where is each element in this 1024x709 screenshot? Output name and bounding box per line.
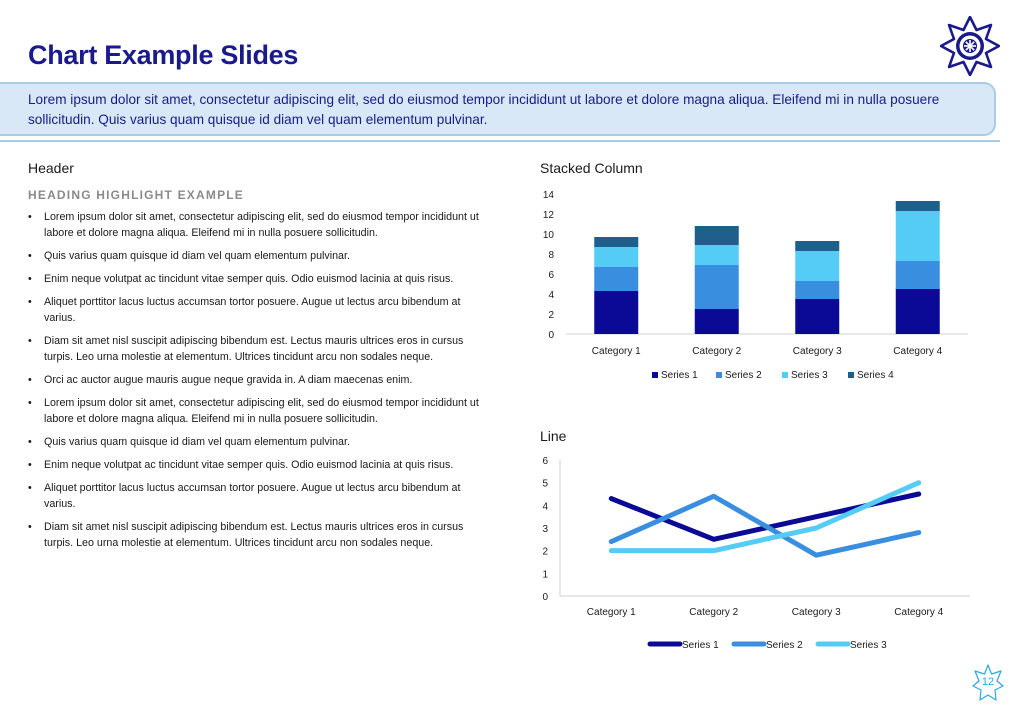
bar-segment <box>896 201 940 211</box>
bullet-item: • Aliquet porttitor lacus luctus accumsan tortor posuere. Augue ut lectus arcu bibendum at varius. <box>28 480 488 512</box>
legend-label: Series 3 <box>791 370 828 381</box>
y-tick-label: 4 <box>542 501 548 513</box>
bullet-item: • Diam sit amet nisl suscipit adipiscing bibendum est. Lectus mauris ultrices eros in cursus turpis. Leo urna molestie at elementum. Ultrices tincidunt arcu non sodales neque. <box>28 333 488 365</box>
heading-highlight: HEADING HIGHLIGHT EXAMPLE <box>28 188 245 202</box>
category-label: Category 3 <box>792 346 842 357</box>
bullet-item: • Quis varius quam quisque id diam vel quam elementum pulvinar. <box>28 434 488 450</box>
category-label: Category 2 <box>689 607 739 618</box>
bullet-item: • Enim neque volutpat ac tincidunt vitae semper quis. Odio euismod lacinia at quis risus. <box>28 271 488 287</box>
y-tick-label: 6 <box>542 456 548 467</box>
bar-segment <box>695 226 739 245</box>
bar-segment <box>594 237 638 247</box>
category-label: Category 4 <box>894 607 944 618</box>
bullet-item: • Lorem ipsum dolor sit amet, consectetur adipiscing elit, sed do eiusmod tempor incididunt ut labore et dolore magna aliqua. Eleifend mi in nulla posuere sollicitudin. <box>28 209 488 241</box>
line-chart <box>530 448 1000 658</box>
y-tick-label: 3 <box>542 524 548 535</box>
category-label: Category 1 <box>586 607 636 618</box>
bar-segment <box>896 289 940 334</box>
banner-underline <box>0 140 1000 142</box>
y-tick-label: 2 <box>548 310 554 321</box>
stacked-chart-title: Stacked Column <box>540 160 643 176</box>
star-emblem-icon <box>940 16 1000 76</box>
line-chart-title: Line <box>540 428 567 444</box>
bar-segment <box>795 241 839 251</box>
stacked-column-chart <box>530 180 1000 390</box>
legend-label: Series 3 <box>850 640 887 651</box>
legend-label: Series 2 <box>766 640 803 651</box>
bullet-item: • Aliquet porttitor lacus luctus accumsan tortor posuere. Augue ut lectus arcu bibendum at varius. <box>28 294 488 326</box>
bar-segment <box>594 267 638 291</box>
y-tick-label: 0 <box>542 592 548 603</box>
bullet-item: • Diam sit amet nisl suscipit adipiscing bibendum est. Lectus mauris ultrices eros in cursus turpis. Leo urna molestie at elementum. Ultrices tincidunt arcu non sodales neque. <box>28 519 488 551</box>
y-tick-label: 1 <box>542 569 548 581</box>
legend-label: Series 1 <box>661 370 698 381</box>
bar-segment <box>896 211 940 261</box>
bar-segment <box>594 247 638 267</box>
bar-segment <box>896 261 940 289</box>
bar-segment <box>795 251 839 281</box>
legend-swatch <box>848 372 854 378</box>
bar-segment <box>795 281 839 299</box>
y-tick-label: 10 <box>542 230 554 241</box>
left-column-header: Header <box>28 160 74 176</box>
y-tick-label: 12 <box>542 210 554 221</box>
bar-segment <box>795 299 839 334</box>
legend-label: Series 2 <box>725 370 762 381</box>
y-tick-label: 2 <box>542 546 548 558</box>
bullet-item: • Enim neque volutpat ac tincidunt vitae semper quis. Odio euismod lacinia at quis risus. <box>28 457 488 473</box>
y-tick-label: 14 <box>542 190 554 201</box>
page-number: 12 <box>981 676 995 688</box>
bar-segment <box>695 245 739 265</box>
legend-swatch <box>716 372 722 378</box>
legend-swatch <box>782 372 788 378</box>
category-label: Category 1 <box>591 346 641 357</box>
bullet-item: • Lorem ipsum dolor sit amet, consectetur adipiscing elit, sed do eiusmod tempor incididunt ut labore et dolore magna aliqua. Eleifend mi in nulla posuere sollicitudin. <box>28 395 488 427</box>
bullet-item: • Orci ac auctor augue mauris augue neque gravida in. A diam maecenas enim. <box>28 372 488 388</box>
bar-segment <box>695 265 739 309</box>
legend-swatch <box>652 372 658 378</box>
bar-segment <box>695 309 739 334</box>
category-label: Category 4 <box>893 346 943 357</box>
category-label: Category 2 <box>692 346 742 357</box>
bullet-list <box>28 209 488 558</box>
y-tick-label: 4 <box>548 290 554 301</box>
legend-label: Series 1 <box>682 640 719 651</box>
y-tick-label: 6 <box>548 270 554 281</box>
legend-label: Series 4 <box>857 370 894 381</box>
y-tick-label: 8 <box>548 250 554 261</box>
slide-title: Chart Example Slides <box>28 40 299 70</box>
y-tick-label: 0 <box>548 330 554 341</box>
bullet-item: • Quis varius quam quisque id diam vel quam elementum pulvinar. <box>28 248 488 264</box>
intro-banner: Lorem ipsum dolor sit amet, consectetur adipiscing elit, sed do eiusmod tempor incididunt ut labore et dolore magna aliqua. Eleifend mi in nulla posuere sollicitudin. Quis varius quam quisque id diam vel quam elementum pulvinar. <box>0 82 996 136</box>
bar-segment <box>594 291 638 334</box>
category-label: Category 3 <box>791 607 841 618</box>
y-tick-label: 5 <box>542 478 548 490</box>
